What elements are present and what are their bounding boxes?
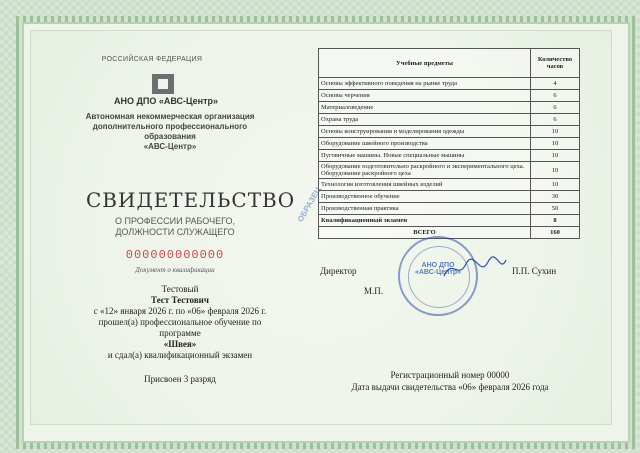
header-subjects: Учебные предметы — [319, 49, 531, 78]
grade-text: Присвоен 3 разряд — [144, 374, 216, 384]
subject-cell: Производственная практика — [319, 203, 531, 215]
recipient-last-name: Тестовый — [161, 284, 199, 294]
table-row — [319, 78, 580, 90]
org-short-name: АНО ДПО «АВС-Центр» — [113, 96, 219, 106]
training-period: с «12» января 2026 г. по «06» февраля 2026 г. — [93, 306, 267, 316]
hours-cell: 6 — [531, 102, 580, 114]
table-row — [319, 138, 580, 150]
total-hours: 160 — [531, 227, 580, 239]
stamp-text — [410, 262, 466, 276]
stamp-place-label: М.П. — [364, 286, 384, 296]
org-full-line-1: Автономная некоммерческая организация — [85, 112, 255, 121]
table-row — [319, 90, 580, 102]
serial-number: 000000000000 — [125, 248, 225, 262]
table-row — [319, 102, 580, 114]
subjects-table — [318, 48, 580, 239]
recipient-first-middle: Тест Тестович — [151, 295, 209, 305]
document-title: СВИДЕТЕЛЬСТВО — [86, 188, 296, 212]
subject-cell: Охрана труда — [319, 114, 531, 126]
total-label: ВСЕГО — [319, 227, 531, 239]
subject-cell: Основы эффективного поведения на рынке труда — [319, 78, 531, 90]
hours-cell: 8 — [531, 215, 580, 227]
stamp-text-line-2: «АВС-Центр» — [414, 269, 462, 276]
exam-text: и сдал(а) квалификационный экзамен — [107, 350, 253, 360]
subtitle-line-2: ДОЛЖНОСТИ СЛУЖАЩЕГО — [115, 227, 235, 237]
org-logo-icon — [148, 72, 178, 96]
subject-cell: Оборудование швейного производства — [319, 138, 531, 150]
program-name: «Швея» — [163, 339, 197, 349]
table-header-row — [319, 49, 580, 78]
registration-number: Регистрационный номер 00000 — [390, 370, 510, 380]
table-row — [319, 126, 580, 138]
hours-cell: 10 — [531, 162, 580, 179]
table-row — [319, 203, 580, 215]
document-subtitle — [90, 216, 260, 238]
hours-cell: 10 — [531, 179, 580, 191]
org-full-name — [70, 112, 270, 152]
subject-cell: Материаловедение — [319, 102, 531, 114]
hours-cell: 6 — [531, 114, 580, 126]
subject-cell: Пуговичные машины. Новые специальные машины — [319, 150, 531, 162]
table-row — [319, 179, 580, 191]
hours-cell: 10 — [531, 126, 580, 138]
table-row — [319, 114, 580, 126]
subject-cell: Оборудование подготовительно раскройного и экспериментального цеха. Оборудование раскройного цеха — [319, 162, 531, 179]
table-row — [319, 162, 580, 179]
subject-cell: Основы черчения — [319, 90, 531, 102]
table-row — [319, 191, 580, 203]
hours-cell: 4 — [531, 78, 580, 90]
hours-cell: 30 — [531, 191, 580, 203]
country-label: РОССИЙСКАЯ ФЕДЕРАЦИЯ — [101, 56, 203, 63]
header-hours: Количество часов — [531, 49, 580, 78]
subtitle-line-1: О ПРОФЕССИИ РАБОЧЕГО, — [115, 216, 235, 226]
program-intro: прошел(а) профессиональное обучение по программе — [98, 317, 262, 338]
hours-cell: 6 — [531, 90, 580, 102]
director-name: П.П. Сухин — [512, 266, 557, 276]
document-type-caption: Документ о квалификации — [135, 266, 215, 274]
stamp-text-line-1: АНО ДПО — [421, 262, 455, 269]
sample-watermark: ОБРАЗЕЦ — [295, 185, 323, 224]
subject-cell: Технология изготовления швейных изделий — [319, 179, 531, 191]
recipient-block — [80, 284, 280, 361]
org-full-line-2: дополнительного профессионального образования — [92, 122, 248, 141]
issue-date: Дата выдачи свидетельства «06» февраля 2026 года — [351, 382, 549, 392]
subject-cell: Квалификационный экзамен — [319, 215, 531, 227]
hours-cell: 10 — [531, 150, 580, 162]
org-full-line-3: «АВС-Центр» — [143, 142, 197, 151]
hours-cell: 10 — [531, 138, 580, 150]
official-stamp-icon — [398, 236, 478, 316]
subject-cell: Производственное обучение — [319, 191, 531, 203]
stamp-inner-ring — [408, 246, 470, 308]
director-label: Директор — [320, 266, 357, 276]
table-row — [319, 215, 580, 227]
subject-cell: Основы конструирования и моделирования одежды — [319, 126, 531, 138]
table-row — [319, 150, 580, 162]
hours-cell: 50 — [531, 203, 580, 215]
